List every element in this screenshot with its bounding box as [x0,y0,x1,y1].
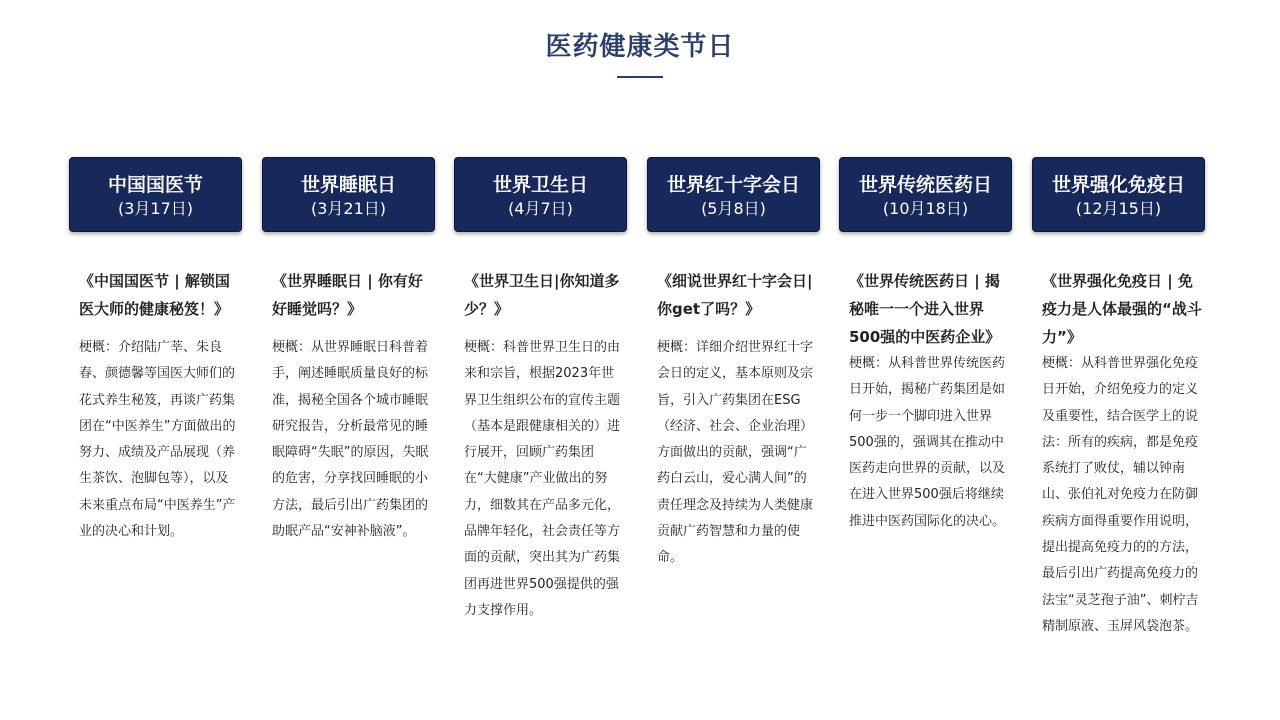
festival-name: 世界卫生日 [492,174,588,196]
article-title: 《世界卫生日|你知道多少？》 [464,272,620,318]
festival-date: (12月15日) [1075,199,1162,218]
article-summary: 梗概：详细介绍世界红十字会日的定义，基本原则及宗旨，引入广药集团在ESG（经济、社会、企业治理）方面做出的贡献，强调“广药白云山，爱心满人间”的责任理念及持续为人类健康贡献广药智慧和力量的使命。 [657,340,814,566]
festival-date: (10月18日) [882,199,969,218]
festival-date: (5月8日) [701,199,766,218]
article-title: 《世界睡眠日 | 你有好好睡觉吗？》 [272,272,423,318]
festival-name: 世界睡眠日 [300,174,396,196]
page-title: 医药健康类节日 [545,32,735,62]
festival-header [839,157,1012,232]
festival-header [262,157,435,232]
article-summary: 梗概：从科普世界强化免疫日开始，介绍免疫力的定义及重要性，结合医学上的说法：所有的疾病，都是免疫系统打了败仗，辅以钟南山、张伯礼对免疫力在防御疾病方面得重要作用说明，提出提高免疫力的的方法，最后引出广药提高免疫力的法宝“灵芝孢子油”、刺柠吉精制原液、玉屏风袋泡茶。 [1042,356,1199,634]
festival-date: (3月21日) [310,199,387,218]
festival-header [69,157,242,232]
festival-header [454,157,627,232]
article-title: 《细说世界红十字会日|你get了吗？》 [657,272,813,318]
article-summary: 梗概：科普世界卫生日的由来和宗旨，根据2023年世界卫生组织公布的宣传主题（基本是跟健康相关的）进行展开，回顾广药集团在“大健康”产业做出的努力，细数其在产品多元化，品牌年轻化，社会责任等方面的贡献，突出其为广药集团再进世界500强提供的强力支撑作用。 [464,340,621,618]
article-summary: 梗概：从科普世界传统医药日开始，揭秘广药集团是如何一步一个脚印进入世界500强的，强调其在推动中医药走向世界的贡献，以及在进入世界500强后将继续推进中医药国际化的决心。 [849,356,1006,529]
festival-column-health [454,157,627,624]
festival-header [647,157,820,232]
festival-name: 世界强化免疫日 [1051,174,1185,196]
article-summary: 梗概：介绍陆广莘、朱良春、颜德馨等国医大师们的花式养生秘笈，再谈广药集团在“中医养生”方面做出的努力、成绩及产品展现（养生茶饮、泡脚包等），以及未来重点布局“中医养生”产业的决心和计划。 [79,340,236,540]
festival-date: (3月17日) [117,199,194,218]
article-title: 《中国国医节 | 解锁国医大师的健康秘笈！》 [79,272,230,318]
festival-name: 世界红十字会日 [666,174,800,196]
festival-column-traditional-medicine [839,157,1012,535]
festival-column-guoyi [69,157,242,545]
festival-date: (4月7日) [508,199,573,218]
festival-name: 世界传统医药日 [858,174,992,196]
article-summary: 梗概：从世界睡眠日科普着手，阐述睡眠质量良好的标准，揭秘全国各个城市睡眠研究报告，分析最常见的睡眠障碍“失眠”的原因，失眠的危害，分享找回睡眠的小方法，最后引出广药集团的助眠产品“安神补脑液”。 [272,340,429,540]
festival-column-redcross [647,157,820,572]
festival-column-immunization [1032,157,1205,640]
festival-column-sleep [262,157,435,545]
article-title: 《世界强化免疫日 | 免疫力是人体最强的“战斗力”》 [1042,272,1202,346]
article-title: 《世界传统医药日 | 揭秘唯一一个进入世界500强的中医药企业》 [849,272,1001,346]
festival-name: 中国国医节 [107,174,203,196]
festival-header [1032,157,1205,232]
